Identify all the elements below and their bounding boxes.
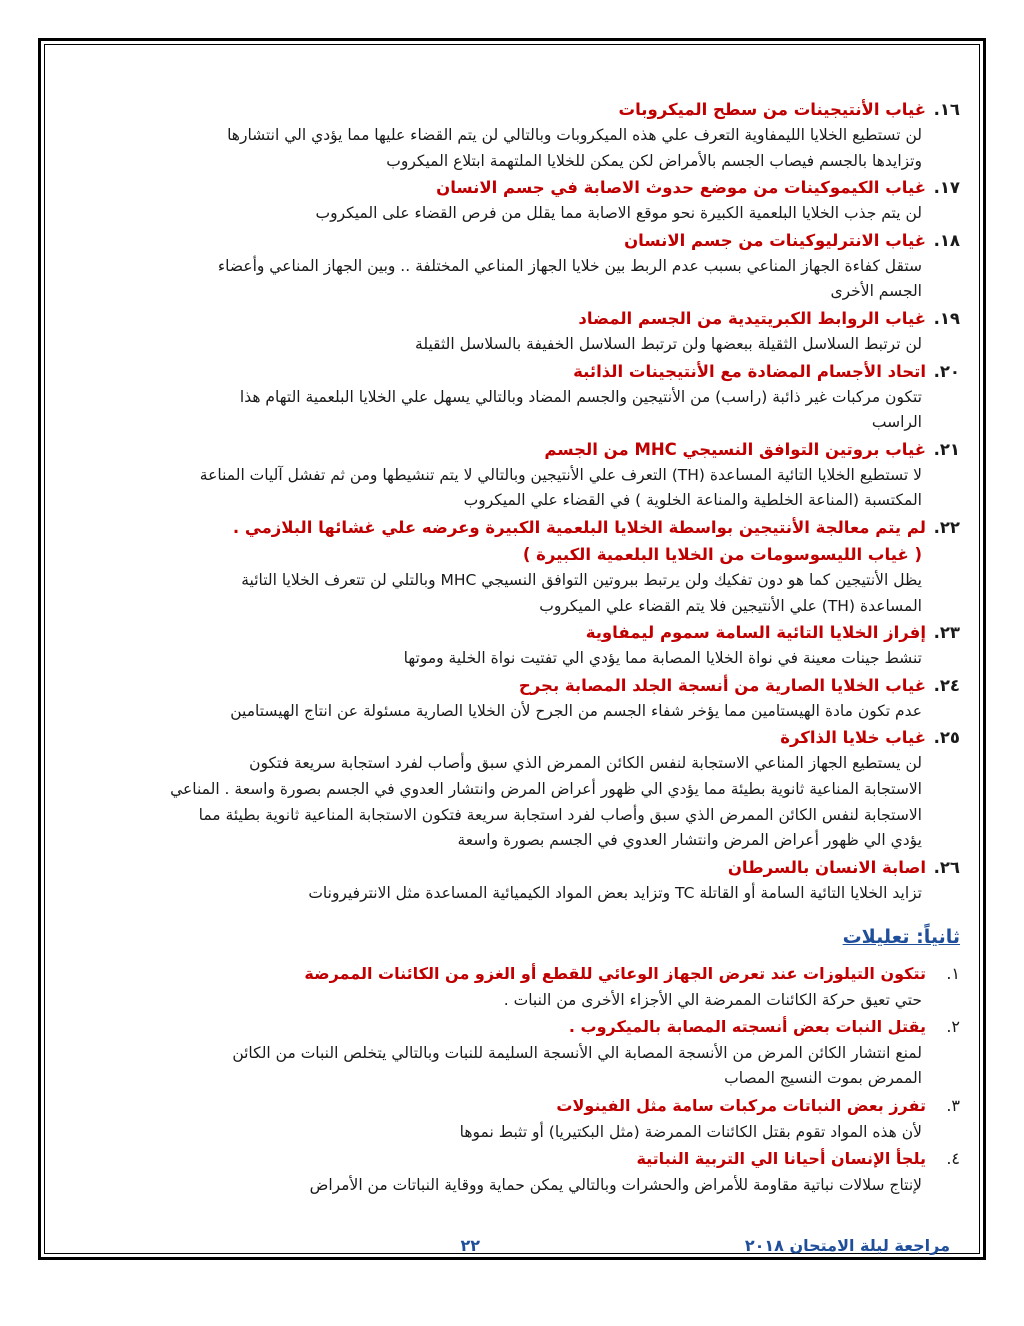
item-body [110,254,960,305]
reason-item [110,1145,960,1198]
reason-body-line: لأن هذه المواد تقوم بقتل الكائنات الممرضة (مثل البكتيريا) أو تثبط نموها [459,1122,922,1141]
item-body-line: وتزايدها بالجسم فيصاب الجسم بالأمراض لكن يمكن للخلايا الملتهمة ابتلاع الميكروب [386,151,922,170]
reason-item [110,1013,960,1092]
item-heading-text: إفراز الخلايا التائية السامة سموم ليمفاوية [585,623,926,643]
item-heading-text: اتحاد الأجسام المضادة مع الأنتيجينات الذائبة [573,361,926,381]
item-body [110,751,960,853]
list-item [110,619,960,672]
list-item [110,436,960,514]
item-number: ١٩. [933,308,960,328]
reason-heading-text: يقتل النبات بعض أنسجته المصابة بالميكروب . [568,1017,926,1037]
reason-heading-text: يلجأ الإنسان أحيانا الي التربية النباتية [636,1149,926,1169]
page-number: ٢٢ [460,1236,480,1255]
reason-body [110,988,960,1014]
list-item [110,724,960,853]
reasons-list [110,960,960,1198]
item-body [110,123,960,174]
item-heading-text: غياب الروابط الكبريتيدية من الجسم المضاد [578,308,926,328]
item-number: ٢٦. [933,857,960,877]
item-body-line: لن يستطيع الجهاز المناعي الاستجابة لنفس الكائن الممرض الذي سبق وأصاب لفرد استجابة سريعة فتكون [249,754,922,773]
item-number: ١٨. [933,230,960,250]
item-body-line: الاستجابة لنفس الكائن الممرض الذي سبق وأصاب لفرد استجابة سريعة فتكون الاستجابة المناعية ثانوية بطيئة مما [198,805,922,824]
item-heading [110,672,960,699]
list-item [110,854,960,907]
item-body-line: تتكون مركبات غير ذائبة (راسب) من الأنتيجين والجسم المضاد وبالتالي يسهل علي الخلايا البلعمية التهام هذا [239,387,922,406]
item-heading [110,619,960,646]
item-body-line: تزايد الخلايا التائية السامة أو القاتلة TC وتزايد بعض المواد الكيميائية المساعدة مثل الانترفيرونات [308,883,922,902]
item-body-line: ستقل كفاءة الجهاز المناعي بسبب عدم الربط بين خلايا الجهاز المناعي المختلفة .. وبين الجهاز المناعي وأعضاء [217,256,922,275]
reason-number: ٤. [946,1149,960,1169]
list-item [110,514,960,619]
reason-heading [110,1145,960,1173]
item-heading-text: لم يتم معالجة الأنتيجين بواسطة الخلايا البلعمية الكبيرة وعرضه علي غشائها البلازمي . [232,517,926,537]
item-body [110,881,960,907]
item-number: ٢٢. [933,517,960,537]
item-body-line: الراسب [871,413,922,432]
reason-number: ٣. [946,1096,960,1116]
list-item [110,227,960,305]
page-footer [90,1236,950,1260]
reason-number: ٢. [946,1017,960,1037]
item-body [110,568,960,619]
item-body-line: لن يتم جذب الخلايا البلعمية الكبيرة نحو موقع الاصابة مما يقلل من فرص القضاء على الميكروب [315,204,922,223]
reason-heading [110,1013,960,1041]
reason-body [110,1041,960,1092]
page-content [110,96,960,1198]
item-body [110,699,960,725]
item-heading [110,514,960,541]
item-number: ٢٣. [933,623,960,643]
reason-heading-text: تتكون التيلوزات عند تعرض الجهاز الوعائي للقطع أو الغزو من الكائنات الممرضة [304,964,926,984]
reason-item [110,1092,960,1145]
item-number: ٢١. [933,439,960,459]
item-body-line: يؤدي الي ظهور أعراض المرض وانتشار العدوي في الجسم بصورة واسعة [457,831,922,850]
reason-body-line: لمنع انتشار الكائن المرض من الأنسجة المصابة الي الأنسجة السليمة للنبات وبالتالي يتخلص النبات من الكائن [232,1043,922,1062]
item-heading-text: غياب الكيموكينات من موضع حدوث الاصابة في جسم الانسان [436,178,926,198]
item-heading [110,96,960,123]
item-number: ٢٥. [933,728,960,748]
item-subheading: ( غياب الليسوسومات من الخلايا البلعمية الكبيرة ) [522,544,922,564]
item-heading [110,854,960,881]
list-item [110,672,960,725]
item-body [110,646,960,672]
reason-body-line: حتي تعيق حركة الكائنات الممرضة الي الأجزاء الأخرى من النبات . [503,990,922,1009]
item-heading [110,358,960,385]
item-body-line: لا تستطيع الخلايا التائية المساعدة (TH) التعرف علي الأنتيجين وبالتالي لا يتم تنشيطها ومن ثم تفشل آليات المناعة [199,465,922,484]
item-body [110,385,960,436]
list-item [110,305,960,358]
reason-heading-text: تفرز بعض النباتات مركبات سامة مثل الفينولات [556,1096,926,1116]
items-list [110,96,960,906]
item-body [110,332,960,358]
item-heading-text: غياب الخلايا الصارية من أنسجة الجلد المصابة بجرح [518,675,926,695]
list-item [110,174,960,227]
item-heading-text: غياب بروتين التوافق النسيجي MHC من الجسم [544,439,926,459]
item-heading [110,724,960,751]
item-heading-text: اصابة الانسان بالسرطان [727,857,926,877]
item-heading-text: غياب الأنتيجينات من سطح الميكروبات [618,100,926,119]
item-body-line: المكتسبة (المناعة الخلطية والمناعة الخلوية ) في القضاء علي الميكروب [463,491,922,510]
item-body [110,463,960,514]
item-body-line: الاستجابة المناعية ثانوية بطيئة مما يؤدي الي ظهور أعراض المرض وانتشار العدوي في الجسم بصورة واسعة . المناعي [170,779,922,798]
item-number: ٢٠. [933,361,960,381]
item-body [110,201,960,227]
item-number: ١٦. [933,100,960,119]
reason-heading [110,960,960,988]
item-body-line: المساعدة (TH) علي الأنتيجين فلا يتم القضاء علي الميكروب [539,596,922,615]
item-body-line: يظل الأنتيجين كما هو دون تفكيك ولن يرتبط ببروتين التوافق النسيجي MHC وبالتلي لن تتعرف الخلايا التائية [241,570,922,589]
item-heading-text: غياب الانترليوكينات من جسم الانسان [624,230,926,250]
reason-body [110,1173,960,1199]
reason-body [110,1120,960,1146]
section-title [110,920,960,954]
item-heading [110,305,960,332]
reason-number: ١. [946,964,960,984]
item-body-line: الجسم الأخرى [830,282,922,301]
item-body-line: لن ترتبط السلاسل الثقيلة ببعضها ولن ترتبط السلاسل الخفيفة بالسلاسل الثقيلة [415,334,922,353]
reason-heading [110,1092,960,1120]
item-body-line: لن تستطيع الخلايا الليمفاوية التعرف علي هذه الميكروبات وبالتالي لن يتم القضاء عليها مما يؤدي الي انتشارها [227,126,922,144]
footer-title: مراجعة ليلة الامتحان ٢٠١٨ [744,1236,950,1255]
reason-body-line: لإنتاج سلالات نباتية مقاومة للأمراض والحشرات وبالتالي يمكن حماية ووقاية النباتات من الأمراض [309,1175,922,1194]
item-number: ١٧. [933,178,960,198]
reason-item [110,960,960,1013]
item-heading [110,436,960,463]
item-body-line: تنشط جينات معينة في نواة الخلايا المصابة مما يؤدي الي تفتيت نواة الخلية وموتها [403,649,922,668]
item-number: ٢٤. [933,675,960,695]
reason-body-line: الممرض بموت النسيج المصاب [724,1069,922,1088]
item-body-line: عدم تكون مادة الهيستامين مما يؤخر شفاء الجسم من الجرح لأن الخلايا الصارية مسئولة عن انتاج الهيستامين [230,701,922,720]
item-heading [110,174,960,201]
list-item [110,96,960,174]
item-heading-text: غياب خلايا الذاكرة [780,728,926,748]
item-heading [110,227,960,254]
list-item [110,358,960,436]
section-title-text: ثانياً: تعليلات [842,926,960,949]
